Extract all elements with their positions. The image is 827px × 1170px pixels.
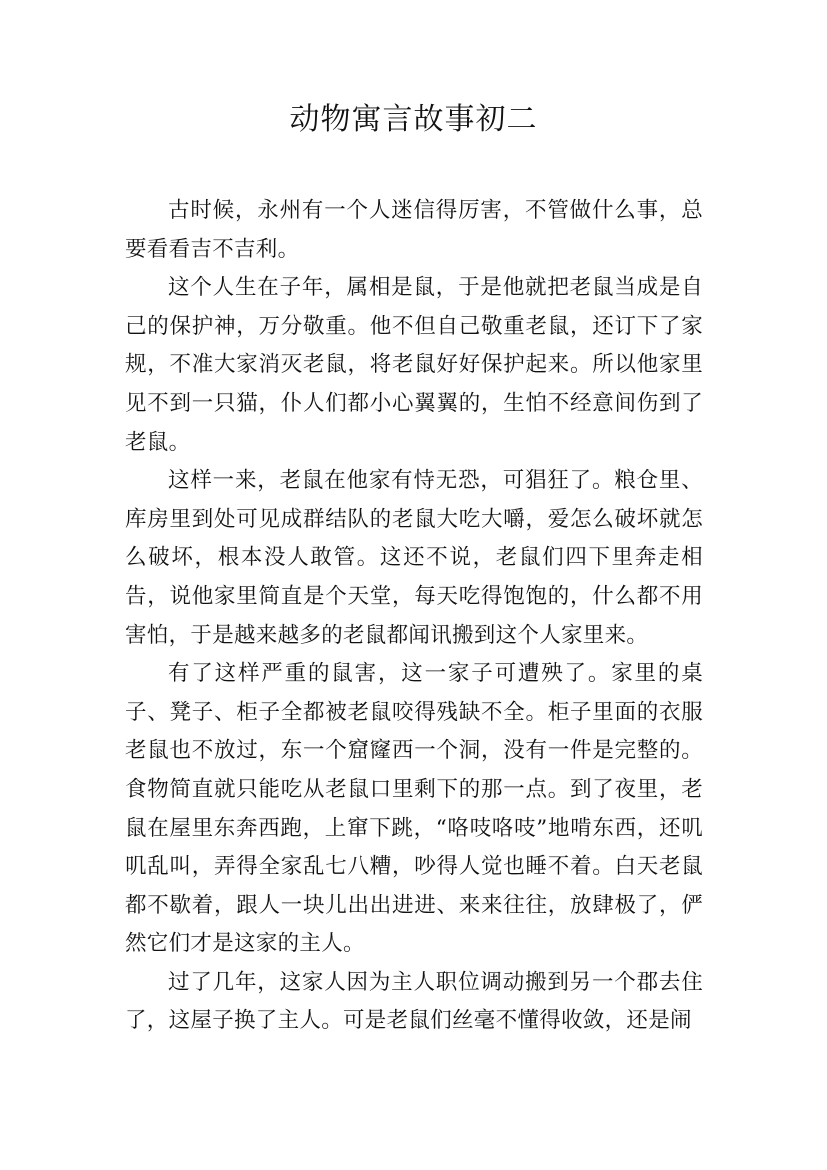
- paragraph-5: 过了几年，这家人因为主人职位调动搬到另一个郡去住了，这屋子换了主人。可是老鼠们丝毫不懂得收敛，还是闹: [125, 969, 703, 1034]
- paragraph-4: 有了这样严重的鼠害，这一家子可遭殃了。家里的桌子、凳子、柜子全都被老鼠咬得残缺不全。柜子里面的衣服老鼠也不放过，东一个窟窿西一个洞，没有一件是完整的。食物简直就只能吃从老鼠口里剩下的那一点。到了夜里，老鼠在屋里东奔西跑，上窜下跳，“咯吱咯吱”地啃东西，还叽叽乱叫，弄得全家乱七八糟，吵得人觉也睡不着。白天老鼠都不歇着，跟人一块儿出出进进、来来往往，放肆极了，俨然它们才是这家的主人。: [125, 661, 703, 957]
- document-body: [125, 192, 703, 1041]
- paragraph-3: 这样一来，老鼠在他家有恃无恐，可猖狂了。粮仓里、库房里到处可见成群结队的老鼠大吃大嚼，爱怎么破坏就怎么破坏，根本没人敢管。这还不说，老鼠们四下里奔走相告，说他家里简直是个天堂，每天吃得饱饱的，什么都不用害怕，于是越来越多的老鼠都闻讯搬到这个人家里来。: [125, 468, 703, 648]
- paragraph-1: 古时候，永州有一个人迷信得厉害，不管做什么事，总要看看吉不吉利。: [125, 198, 703, 262]
- paragraph-2: 这个人生在子年，属相是鼠，于是他就把老鼠当成是自己的保护神，万分敬重。他不但自己敬重老鼠，还订下了家规，不准大家消灭老鼠，将老鼠好好保护起来。所以他家里见不到一只猫，仆人们都小心翼翼的，生怕不经意间伤到了老鼠。: [125, 275, 703, 455]
- document-title: 动物寓言故事初二: [289, 102, 538, 137]
